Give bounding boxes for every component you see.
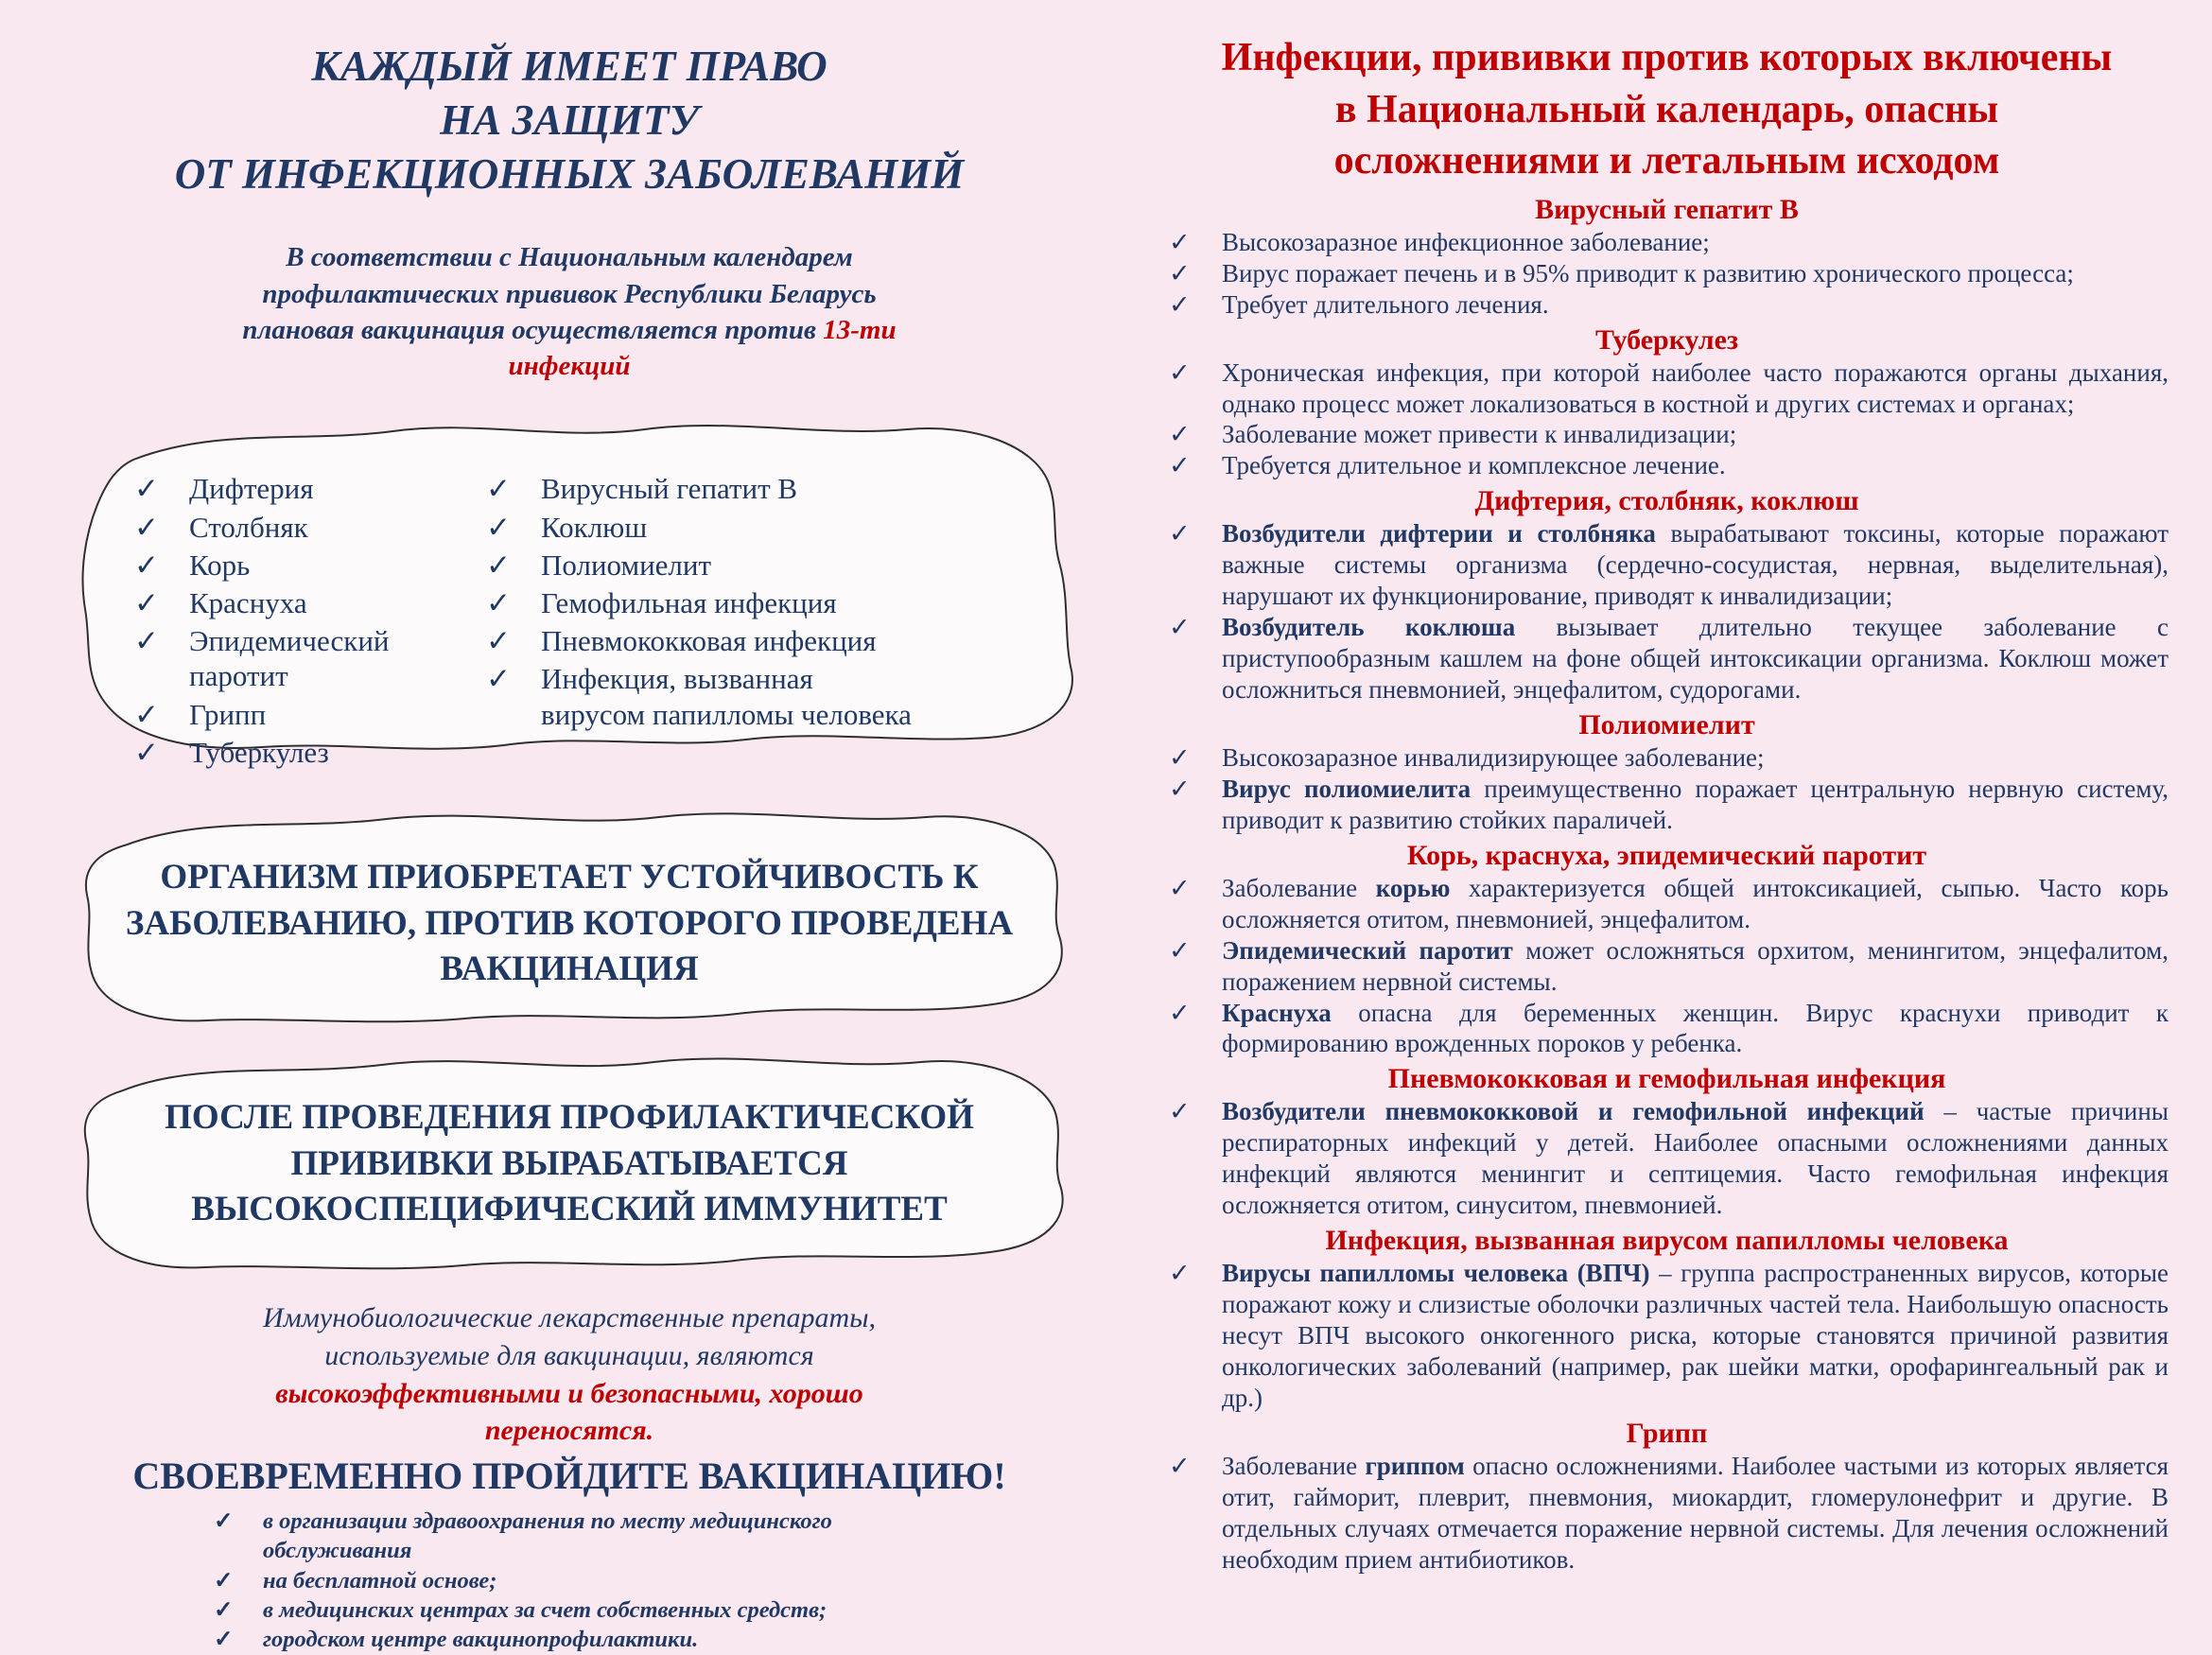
cta-list-item (214, 1625, 876, 1654)
section-heading: Инфекция, вызванная вирусом папилломы человека (1325, 1225, 2009, 1257)
bullet-item (1165, 227, 2168, 258)
cta-list-item (214, 1595, 876, 1625)
check-icon: ✓ (486, 548, 511, 582)
page-title-line: НА ЗАЩИТУ (440, 96, 699, 145)
bullet-item (1165, 357, 2168, 420)
bullet-item (1165, 873, 2168, 935)
check-icon: ✓ (1169, 935, 1191, 965)
disease-label: Пневмококковая инфекция (541, 624, 877, 658)
bullet-item (1165, 289, 2168, 321)
disease-label: Столбняк (189, 510, 308, 544)
bullet-item (1165, 1096, 2168, 1221)
disease-label: Коклюш (541, 510, 648, 544)
vaccination-call-text: СВОЕВРЕМЕННО ПРОЙДИТЕ ВАКЦИНАЦИЮ! (132, 1454, 1006, 1497)
bullet-item (1165, 258, 2168, 289)
disease-lists (55, 414, 1084, 773)
check-icon: ✓ (214, 1567, 234, 1594)
infections-title-line: в Национальный календарь, опасны (1334, 87, 1999, 131)
bullet-text: Заболевание корью характеризуется общей интоксикацией, сыпью. Часто корь осложняется отитом, пневмонией, энцефалитом. (1222, 873, 2168, 933)
disease-label: Вирусный гепатит В (541, 472, 798, 506)
list-item (486, 661, 914, 731)
disease-label: Гемофильная инфекция (541, 586, 837, 620)
specific-immunity-text: ПОСЛЕ ПРОВЕДЕНИЯ ПРОФИЛАКТИЧЕСКОЙ ПРИВИВКИ ВЫРАБАТЫВАЕТСЯ ВЫСОКОСПЕЦИФИЧЕСКИЙ ИММУНИТЕТ (165, 1098, 974, 1228)
section-heading: Дифтерия, столбняк, коклюш (1474, 485, 1859, 517)
bullet-text: Возбудители пневмококковой и гемофильной инфекций – частые причины респираторных инфекций у детей. Наиболее опасными осложнениями данных инфекций являются менингит и септицемия. Часто гемофильная инфекция осложняется отитом, синуситом, пневмонией. (1222, 1097, 2168, 1220)
list-item (486, 471, 914, 506)
check-icon: ✓ (1169, 258, 1191, 287)
bullet-text: Требует длительного лечения. (1222, 289, 1549, 319)
disease-label: Дифтерия (189, 472, 314, 506)
bullet-text: Заболевание гриппом опасно осложнениями. Наиболее частыми из которых является отит, гайморит, плеврит, пневмония, миокардит, гломерулонефрит и другие. В отдельных случаях отмечается поражение нервной системы. Для лечения осложнений необходим прием антибиотиков. (1222, 1451, 2168, 1574)
section-heading: Пневмококковая и гемофильная инфекция (1387, 1063, 1946, 1095)
check-icon: ✓ (1169, 1451, 1191, 1480)
note-text: Иммунобиологические лекарственные препараты, используемые для вакцинации, являются (262, 1302, 877, 1372)
cta-list-item (214, 1566, 876, 1595)
bullet-text: Заболевание может привести к инвалидизации; (1222, 420, 1737, 449)
infections-title-line: Инфекции, прививки против которых включены (1221, 36, 2113, 79)
section-heading: Грипп (1626, 1417, 1708, 1449)
disease-label: Инфекция, вызванная вирусом папилломы человека (541, 662, 912, 731)
check-icon: ✓ (1169, 1259, 1191, 1288)
bullet-text: Возбудители дифтерии и столбняка вырабатывают токсины, которые поражают важные системы организма (сердечно-сосудистая, нервная, выделительная), нарушают их функционирование, приводят к инвалидизации; (1222, 519, 2168, 611)
bullet-text: Вирус полиомиелита преимущественно поражает центральную нервную систему, приводит к развитию стойких параличей. (1222, 774, 2168, 834)
bullet-item (1165, 518, 2168, 612)
list-item (486, 548, 914, 583)
bullet-item (1165, 774, 2168, 836)
vaccine-note (219, 1299, 919, 1449)
disease-list-left (134, 471, 486, 773)
bullet-lead: корью (1375, 873, 1451, 902)
bullet-text: Хроническая инфекция, при которой наиболее часто поражаются органы дыхания, однако процесс может локализоваться в костной и других системах и органах; (1222, 357, 2168, 418)
disease-label: Полиомиелит (541, 548, 712, 582)
cta-item-label: в медицинских центрах за счет собственных средств; (263, 1596, 827, 1623)
disease-label: Эпидемический паротит (189, 624, 390, 693)
bullet-lead: гриппом (1365, 1451, 1465, 1480)
bullet-item (1165, 935, 2168, 998)
bullet-item (1165, 998, 2168, 1060)
immunity-text: ОРГАНИЗМ ПРИОБРЕТАЕТ УСТОЙЧИВОСТЬ К ЗАБОЛЕВАНИЮ, ПРОТИВ КОТОРОГО ПРОВЕДЕНА ВАКЦИНАЦИЯ (125, 858, 1014, 988)
section-heading: Полиомиелит (1578, 708, 1755, 740)
bullet-text: Вирусы папилломы человека (ВПЧ) – группа распространенных вирусов, которые поражают кожу и слизистые оболочки различных частей тела. Наибольшую опасность несут ВПЧ высокого онкогенного риска, которые становятся причиной развития онкологических заболеваний (например, рак шейки матки, орофарингеальный рак и др.) (1222, 1259, 2169, 1412)
page-title-line: ОТ ИНФЕКЦИОННЫХ ЗАБОЛЕВАНИЙ (174, 150, 965, 199)
bullet-text: Краснуха опасна для беременных женщин. Вирус краснухи приводит к формированию врожденных пороков у ребенка. (1222, 998, 2168, 1058)
check-icon: ✓ (1169, 227, 1191, 256)
check-icon: ✓ (134, 697, 159, 731)
cta-item-label: городском центре вакцинопрофилактики. (263, 1627, 699, 1653)
disease-label: Краснуха (189, 586, 307, 620)
infections-title-line: осложнениями и летальным исходом (1333, 139, 2000, 183)
cta-item-label: на бесплатной основе; (263, 1567, 497, 1594)
disease-label: Грипп (189, 697, 267, 731)
bullet-lead: Возбудитель коклюша (1222, 613, 1516, 642)
vaccination-count-highlight: 13-ти инфекций (508, 314, 897, 382)
check-icon: ✓ (214, 1596, 234, 1623)
check-icon: ✓ (1169, 451, 1191, 480)
cta-list (214, 1507, 876, 1655)
bullet-lead: Вирусы папилломы человека (ВПЧ) (1222, 1259, 1650, 1288)
list-item (134, 510, 486, 545)
cta-item-label: в организации здравоохранения по месту медицинского обслуживания (263, 1507, 832, 1564)
check-icon: ✓ (486, 662, 511, 696)
check-icon: ✓ (134, 472, 159, 506)
section-heading: Туберкулез (1594, 323, 1739, 356)
list-item (134, 623, 486, 693)
bullet-item (1165, 742, 2168, 774)
infection-sections (1165, 193, 2168, 1576)
disease-label: Корь (189, 548, 251, 582)
immunity-cloud (55, 804, 1084, 1029)
diseases-cloud (55, 414, 1084, 769)
note-highlight: высокоэффективными и безопасными, хорошо переносятся. (275, 1377, 863, 1447)
intro-paragraph (227, 239, 912, 384)
bullet-lead: Вирус полиомиелита (1222, 774, 1472, 803)
check-icon: ✓ (1169, 742, 1191, 772)
list-item (134, 697, 486, 732)
check-icon: ✓ (1169, 420, 1191, 449)
bullet-text: Высокозаразное инфекционное заболевание; (1222, 227, 1710, 256)
bullet-text: Эпидемический паротит может осложняться орхитом, менингитом, энцефалитом, поражением нервной системы. (1222, 935, 2168, 996)
page-title (55, 40, 1084, 201)
right-column (1108, 0, 2212, 1574)
list-item (134, 585, 486, 620)
bullet-item (1165, 419, 2168, 450)
bullet-lead: Возбудители пневмококковой и гемофильной инфекций (1222, 1097, 1925, 1126)
check-icon: ✓ (1169, 998, 1191, 1027)
bullet-text: Вирус поражает печень и в 95% приводит к развитию хронического процесса; (1222, 258, 2074, 287)
list-item (486, 585, 914, 620)
bullet-lead: Эпидемический паротит (1222, 935, 1513, 965)
bullet-item (1165, 450, 2168, 481)
check-icon: ✓ (1169, 357, 1191, 387)
list-item (134, 471, 486, 506)
specific-immunity-cloud (55, 1048, 1084, 1275)
check-icon: ✓ (486, 586, 511, 620)
check-icon: ✓ (1169, 873, 1191, 902)
check-icon: ✓ (1169, 519, 1191, 549)
cta-list-item (214, 1507, 876, 1566)
list-item (134, 548, 486, 583)
check-icon: ✓ (1169, 774, 1191, 803)
check-icon: ✓ (1169, 613, 1191, 642)
check-icon: ✓ (486, 472, 511, 506)
check-icon: ✓ (134, 548, 159, 582)
intro-text: В соответствии с Национальным календарем профилактических прививок Республики Беларусь плановая вакцинация осуществляется против (242, 242, 877, 345)
list-item (486, 623, 914, 658)
bullet-lead: Краснуха (1222, 998, 1332, 1027)
check-icon: ✓ (486, 624, 511, 658)
list-item (134, 735, 486, 770)
bullet-lead: Возбудители дифтерии и столбняка (1222, 519, 1656, 549)
check-icon: ✓ (134, 624, 159, 658)
check-icon: ✓ (486, 510, 511, 544)
disease-list-right (486, 471, 914, 773)
bullet-text: Возбудитель коклюша вызывает длительно текущее заболевание с приступообразным кашлем на фоне общей интоксикации организма. Коклюш может осложниться пневмонией, энцефалитом, судорогами. (1222, 613, 2168, 705)
section-heading: Корь, краснуха, эпидемический паротит (1406, 839, 1927, 871)
check-icon: ✓ (134, 735, 159, 769)
page-title-line: КАЖДЫЙ ИМЕЕТ ПРАВО (311, 43, 827, 90)
check-icon: ✓ (214, 1507, 234, 1534)
bullet-text: Высокозаразное инвалидизирующее заболевание; (1222, 742, 1765, 772)
check-icon: ✓ (1169, 289, 1191, 319)
bullet-item (1165, 612, 2168, 706)
check-icon: ✓ (134, 510, 159, 544)
disease-label: Туберкулез (189, 735, 329, 769)
infections-title (1165, 32, 2168, 187)
check-icon: ✓ (1169, 1097, 1191, 1126)
bullet-text: Требуется длительное и комплексное лечение. (1222, 451, 1726, 480)
bullet-item (1165, 1258, 2168, 1414)
check-icon: ✓ (134, 586, 159, 620)
bullet-item (1165, 1451, 2168, 1576)
section-heading: Вирусный гепатит В (1535, 193, 1799, 225)
list-item (486, 510, 914, 545)
check-icon: ✓ (214, 1627, 234, 1653)
